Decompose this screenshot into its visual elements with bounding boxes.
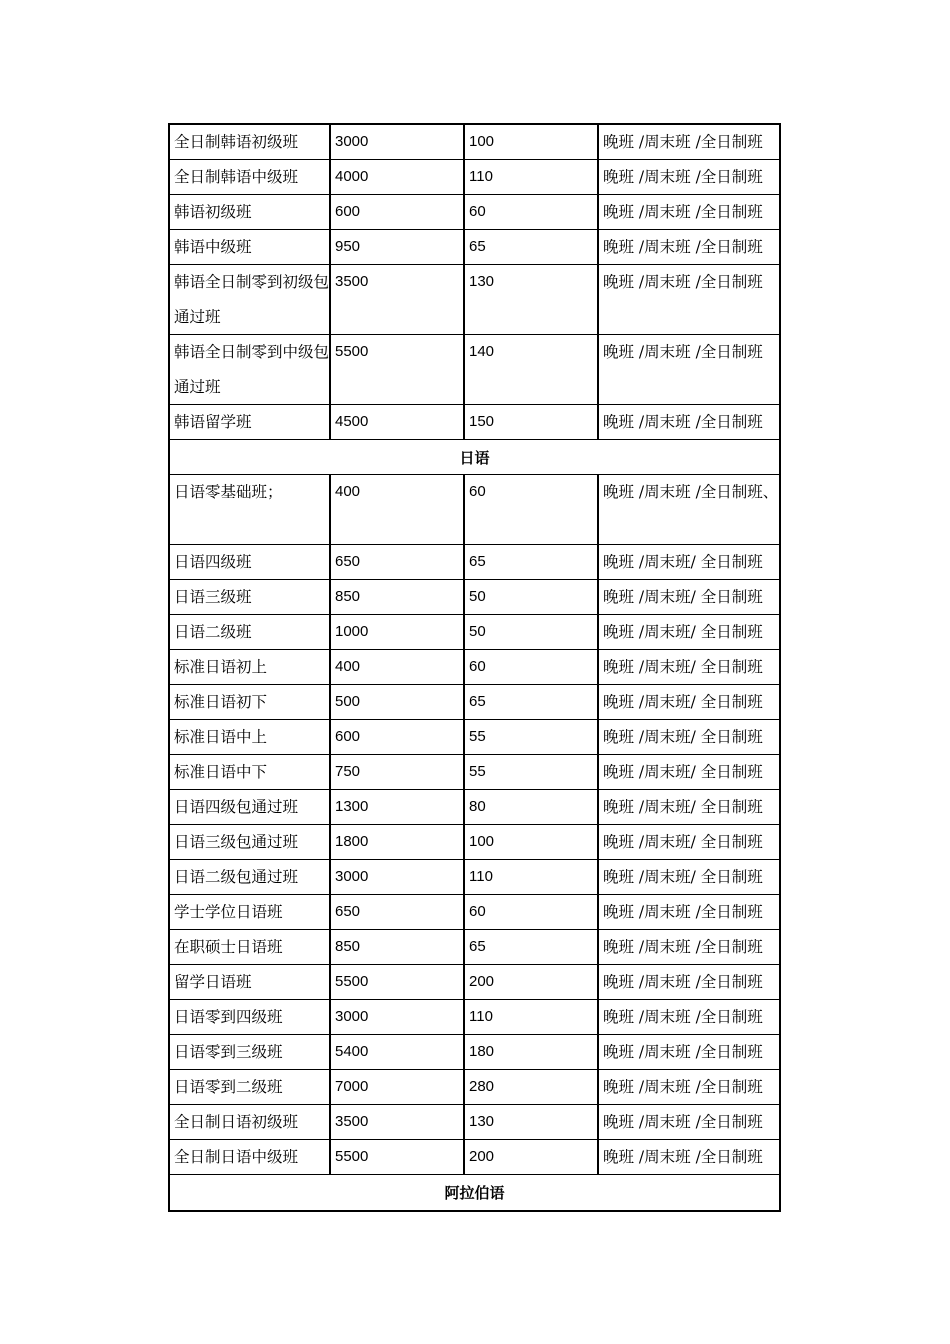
price-cell: 5500 (331, 335, 465, 404)
hours-cell: 55 (465, 755, 599, 789)
schedule-cell: 晚班 /周末班 /全日制班 (603, 133, 763, 151)
table-row (170, 860, 779, 895)
schedule-cell: 晚班 /周末班/ 全日制班 (603, 833, 763, 851)
price-cell: 4500 (331, 405, 465, 439)
price-cell: 950 (331, 230, 465, 264)
schedule-cell: 晚班 /周末班 /全日制班 (603, 1078, 763, 1096)
table-row (170, 1140, 779, 1175)
price-cell: 400 (331, 475, 465, 544)
hours-cell: 60 (465, 650, 599, 684)
hours-cell: 110 (465, 160, 599, 194)
hours-cell: 200 (465, 1140, 599, 1174)
price-cell: 1300 (331, 790, 465, 824)
section-header-row (170, 440, 779, 475)
schedule-cell: 晚班 /周末班/ 全日制班 (603, 763, 763, 781)
schedule-cell: 晚班 /周末班/ 全日制班 (603, 658, 763, 676)
hours-cell: 110 (465, 1000, 599, 1034)
schedule-cell: 晚班 /周末班 /全日制班 (603, 1043, 763, 1061)
price-cell: 1000 (331, 615, 465, 649)
schedule-cell: 晚班 /周末班 /全日制班 (603, 203, 763, 221)
hours-cell: 60 (465, 195, 599, 229)
hours-cell: 50 (465, 580, 599, 614)
price-cell: 850 (331, 580, 465, 614)
table-row (170, 195, 779, 230)
table-row (170, 125, 779, 160)
price-cell: 600 (331, 195, 465, 229)
course-name-cell: 韩语全日制零到初级包通过班 (170, 265, 331, 334)
schedule-cell: 晚班 /周末班 /全日制班 (603, 273, 763, 291)
price-cell: 750 (331, 755, 465, 789)
course-name-cell: 标准日语初下 (170, 685, 331, 719)
price-cell: 400 (331, 650, 465, 684)
section-title: 阿拉伯语 (444, 1184, 505, 1202)
price-cell: 3500 (331, 265, 465, 334)
price-cell: 7000 (331, 1070, 465, 1104)
schedule-cell: 晚班 /周末班/ 全日制班 (603, 623, 763, 641)
course-name-cell: 全日制日语中级班 (170, 1140, 331, 1174)
table-row (170, 1070, 779, 1105)
schedule-cell: 晚班 /周末班 /全日制班 (603, 1148, 763, 1166)
hours-cell: 110 (465, 860, 599, 894)
table-row (170, 825, 779, 860)
hours-cell: 130 (465, 1105, 599, 1139)
course-name-cell: 韩语全日制零到中级包通过班 (170, 335, 331, 404)
price-cell: 3000 (331, 1000, 465, 1034)
schedule-cell: 晚班 /周末班 /全日制班、 (603, 483, 779, 501)
course-table (168, 123, 781, 1212)
schedule-cell: 晚班 /周末班/ 全日制班 (603, 798, 763, 816)
course-name-cell: 在职硕士日语班 (170, 930, 331, 964)
table-row (170, 685, 779, 720)
course-name-cell: 全日制韩语初级班 (170, 125, 331, 159)
course-name-cell: 韩语留学班 (170, 405, 331, 439)
table-row (170, 615, 779, 650)
hours-cell: 200 (465, 965, 599, 999)
price-cell: 3500 (331, 1105, 465, 1139)
schedule-cell: 晚班 /周末班 /全日制班 (603, 1113, 763, 1131)
hours-cell: 65 (465, 230, 599, 264)
course-name-cell: 学士学位日语班 (170, 895, 331, 929)
course-name-cell: 全日制韩语中级班 (170, 160, 331, 194)
table-row (170, 160, 779, 195)
table-row (170, 720, 779, 755)
schedule-cell: 晚班 /周末班/ 全日制班 (603, 728, 763, 746)
hours-cell: 180 (465, 1035, 599, 1069)
schedule-cell: 晚班 /周末班 /全日制班 (603, 238, 763, 256)
schedule-cell: 晚班 /周末班/ 全日制班 (603, 588, 763, 606)
price-cell: 4000 (331, 160, 465, 194)
table-row (170, 405, 779, 440)
schedule-cell: 晚班 /周末班 /全日制班 (603, 1008, 763, 1026)
price-cell: 1800 (331, 825, 465, 859)
schedule-cell: 晚班 /周末班/ 全日制班 (603, 553, 763, 571)
hours-cell: 65 (465, 685, 599, 719)
course-name-cell: 日语四级包通过班 (170, 790, 331, 824)
price-cell: 3000 (331, 125, 465, 159)
course-name-cell: 韩语初级班 (170, 195, 331, 229)
table-row (170, 1000, 779, 1035)
schedule-cell: 晚班 /周末班/ 全日制班 (603, 868, 763, 886)
table-row (170, 1105, 779, 1140)
hours-cell: 150 (465, 405, 599, 439)
course-name-cell: 标准日语中上 (170, 720, 331, 754)
table-row (170, 965, 779, 1000)
table-row (170, 545, 779, 580)
course-name-cell: 日语零到四级班 (170, 1000, 331, 1034)
price-cell: 650 (331, 545, 465, 579)
hours-cell: 50 (465, 615, 599, 649)
table-row (170, 930, 779, 965)
hours-cell: 65 (465, 545, 599, 579)
price-cell: 5500 (331, 1140, 465, 1174)
course-name-cell: 日语三级包通过班 (170, 825, 331, 859)
table-row (170, 790, 779, 825)
price-cell: 650 (331, 895, 465, 929)
schedule-cell: 晚班 /周末班 /全日制班 (603, 168, 763, 186)
table-row (170, 335, 779, 405)
table-row (170, 265, 779, 335)
table-row (170, 580, 779, 615)
hours-cell: 140 (465, 335, 599, 404)
table-row (170, 1035, 779, 1070)
hours-cell: 80 (465, 790, 599, 824)
hours-cell: 55 (465, 720, 599, 754)
schedule-cell: 晚班 /周末班 /全日制班 (603, 903, 763, 921)
schedule-cell: 晚班 /周末班 /全日制班 (603, 343, 763, 361)
table-row (170, 650, 779, 685)
section-header-row (170, 1175, 779, 1210)
course-name-cell: 韩语中级班 (170, 230, 331, 264)
price-cell: 500 (331, 685, 465, 719)
hours-cell: 65 (465, 930, 599, 964)
hours-cell: 100 (465, 125, 599, 159)
schedule-cell: 晚班 /周末班/ 全日制班 (603, 693, 763, 711)
course-name-cell: 日语二级包通过班 (170, 860, 331, 894)
section-title: 日语 (459, 448, 490, 467)
price-cell: 5500 (331, 965, 465, 999)
table-row (170, 895, 779, 930)
schedule-cell: 晚班 /周末班 /全日制班 (603, 973, 763, 991)
hours-cell: 280 (465, 1070, 599, 1104)
schedule-cell: 晚班 /周末班 /全日制班 (603, 938, 763, 956)
course-name-cell: 留学日语班 (170, 965, 331, 999)
course-name-cell: 日语零到三级班 (170, 1035, 331, 1069)
course-name-cell: 日语四级班 (170, 545, 331, 579)
price-cell: 5400 (331, 1035, 465, 1069)
hours-cell: 60 (465, 895, 599, 929)
hours-cell: 130 (465, 265, 599, 334)
price-cell: 850 (331, 930, 465, 964)
course-name-cell: 日语三级班 (170, 580, 331, 614)
hours-cell: 60 (465, 475, 599, 544)
table-row (170, 230, 779, 265)
course-name-cell: 标准日语初上 (170, 650, 331, 684)
table-row (170, 755, 779, 790)
course-name-cell: 日语零基础班； (170, 475, 331, 544)
table-row (170, 475, 779, 545)
course-name-cell: 日语零到二级班 (170, 1070, 331, 1104)
course-name-cell: 全日制日语初级班 (170, 1105, 331, 1139)
course-name-cell: 标准日语中下 (170, 755, 331, 789)
hours-cell: 100 (465, 825, 599, 859)
price-cell: 600 (331, 720, 465, 754)
price-cell: 3000 (331, 860, 465, 894)
schedule-cell: 晚班 /周末班 /全日制班 (603, 413, 763, 431)
course-name-cell: 日语二级班 (170, 615, 331, 649)
